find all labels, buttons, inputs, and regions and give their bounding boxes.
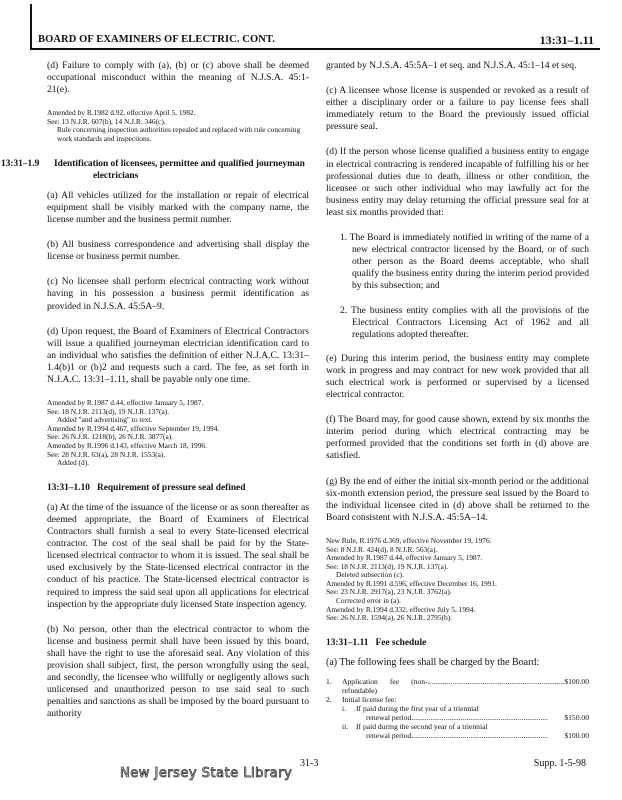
fee-subitem-ii [326,722,589,731]
fee-label: If paid during the first year of a triennial [356,704,479,714]
note-line: Deleted subsection (c). [336,570,404,580]
note-line: See: 18 N.J.R. 2113(d), 19 N.J.R. 137(a). [326,561,449,571]
paragraph-f: (f) The Board may, for good cause shown, extend by six months the interim period during which electrical contracting may be performed provided that the conditions set forth in (d) above are satisfied. [326,414,589,462]
note-line: Amended by R.1991 d.596, effective December 16, 1991. [326,578,498,588]
paragraph-1-11-a: (a) The following fees shall be charged by the Board: [326,656,540,668]
paragraph-g: (g) By the end of either the initial six-month period or the additional six-month extension period, the pressure seal issued by the Board to the individual licensee cited in (d) above shall be returned to the Board consistent with N.J.S.A. 45:5A–14. [326,475,589,523]
numbered-item-1: 1. The Board is immediately notified in writing of the name of a new electrical contractor licensed by the Board, or of such other person as the Board deems acceptable, who shall qualify the business entity during the interim period provided by this subsection; and [340,232,589,292]
note-line: See: 13 N.J.R. 607(b), 14 N.J.R. 346(c). [47,116,166,126]
paragraph-c: (c) A licensee whose license is suspended or revoked as a result of either a disciplinary order or a failure to pay license fees shall immediately return to the Board the previously issued official pressure seal. [326,85,589,133]
fee-amount: $150.00 [564,713,589,723]
header-rule [32,48,600,50]
note-line: Added "and advertising" to text. [57,415,153,425]
paragraph-d: (d) Failure to comply with (a), (b) or (c) above shall be deemed occupational misconduct within the meaning of N.J.S.A. 45:1-21(e). [47,60,309,96]
margin-rule [30,4,32,50]
paragraph-1-10-a: (a) At the time of the issuance of the license or as soon thereafter as deemed appropriate, the Board of Examiners of Electrical Contractors shall furnish a seal to every State-licensed electrical contractor. The cost of the seal shall be paid for by the State-licensed electrical contractor to whom it is issued. The seal shall be used exclusively by the State-licensed electrical contractor in the conduct of his practice. The State-licensed electrical contractor is required to impress the said seal upon all applications for electrical inspection by the appropriate duly licensed State inspection agency. [47,501,309,610]
fee-schedule [326,677,589,740]
fee-label: If paid during the second year of a triennial [356,722,488,732]
fee-subitem-ii-cont [326,731,589,740]
section-heading-1-9: 13:31–1.9 Identification of licensees, permittee and qualified journeyman electricians [1,158,305,181]
section-heading-1-11 [326,637,589,649]
fee-label: Application fee (non-refundable) [342,677,428,696]
paragraph-1-9-a: (a) All vehicles utilized for the installation or repair of electrical equipment shall be visibly marked with the company name, the license number and the business permit number. [47,189,309,226]
history-note-2 [47,399,309,468]
note-line: Added (d). [57,458,90,468]
paragraph-d: (d) If the person whose license qualified a business entity to engage in electrical contracting is rendered incapable of fulfilling his or her professional duties due to death, illness or other condition, the licensee or such other individual who may lawfully act for the business entity may delay returning the official pressure seal for at least six months provided that: [326,146,589,218]
running-header-title: BOARD OF EXAMINERS OF ELECTRIC. CONT. [38,34,275,45]
note-line: See: 18 N.J.R. 2113(d), 19 N.J.R. 137(a). [47,406,170,416]
fee-leader: ........................................................................ [411,731,549,741]
fee-number: ii. [342,722,349,732]
paragraph-continued: granted by N.J.S.A. 45:5A–1 et seq. and N.J.S.A. 45:1–14 et seq. [326,60,577,71]
note-line: Amended by R.1987 d.44, effective January 5, 1987. [47,398,204,408]
paragraph-1-10-b: (b) No person, other than the electrical contractor to whom the license and business permit shall have been issued by this board, shall have the right to use the aforesaid seal. Any violation of this provision shall subject, first, the person wrongfully using the seal, and secondly, the licensee who willfully or negligently allows such unlicensed and unauthorized person to use said seal to such penalties and sanctions as shall be imposed by the board pursuant to authority [47,623,309,720]
fee-number: 1. [326,677,332,687]
note-line: See: 28 N.J.R. 63(a), 28 N.J.R. 1553(a). [47,449,166,459]
numbered-item-2: 2. The business entity complies with all the provisions of the Electrical Contractors Licensing Act of 1962 and all regulations adopted thereafter. [340,304,589,340]
section-number: 13:31–1.11 [326,637,369,648]
note-line: See: 8 N.J.R. 424(d), 8 N.J.R. 563(a). [326,544,438,554]
page-number: 31-3 [300,758,319,769]
note-line: Rule concerning inspection authorities repealed and replaced with rule concerning work standards and inspections. [57,125,301,144]
history-note-3 [326,537,589,623]
note-line: Amended by R.1987 d.44, effective January 5, 1987. [326,553,483,563]
note-line: Amended by R.1994 d.332, effective July 5, 1994. [326,604,476,614]
running-header-section: 13:31–1.11 [539,33,594,47]
fee-number: i. [342,704,347,714]
library-watermark: New Jersey State Library [120,766,293,781]
section-title: Fee schedule [375,637,427,648]
paragraph-1-9-b: (b) All business correspondence and advertising shall display the license or business permit number. [47,239,309,263]
fee-label: renewal period [366,713,412,723]
right-column [326,60,589,740]
fee-item-2 [326,695,589,704]
paragraph-1-9-c: (c) No licensee shall perform electrical contracting work without having in his possession a business permit identification as provided in N.J.S.A. 45:5A–9. [47,276,309,312]
note-line: See: 26 N.J.R. 1594(a), 26 N.J.R. 2795(b). [326,613,453,623]
note-line: Amended by R.1994 d.467, effective September 19, 1994. [47,423,220,433]
fee-leader: ........................................................................ [411,713,549,723]
paragraph-e: (e) During this interim period, the business entity may complete work in progress and may contract for new work provided that all such electrical work is performed or supervised by a licensed electrical contractor. [326,352,589,401]
section-heading-1-10 [47,482,309,494]
fee-label: renewal period [366,731,412,741]
section-title: Identification of licensees, permittee and qualified journeyman electricians [54,158,305,181]
note-line: See: 26 N.J.R. 1218(b), 26 N.J.R. 3877(a). [47,432,174,442]
fee-number: 2. [326,695,332,705]
note-line: New Rule, R.1976 d.369, effective November 19, 1976. [326,535,492,545]
note-line: Amended by R.1982 d.92, effective April 5, 1982. [47,108,196,118]
note-line: Corrected error in (a). [336,596,401,606]
history-note-1 [47,109,309,143]
section-number: 13:31–1.10 [47,482,90,493]
fee-amount: $100.00 [564,731,589,741]
supplement-date: Supp. 1-5-98 [533,758,586,769]
left-column [1,60,309,734]
fee-leader: ........................................................................ [427,677,565,687]
fee-subitem-i-cont [326,713,589,722]
fee-subitem-i [326,704,589,713]
fee-amount: $100.00 [564,677,589,687]
fee-label: Initial license fee: [342,695,397,705]
section-title: Requirement of pressure seal defined [97,482,246,493]
note-line: Amended by R.1996 d.143, effective March 18, 1996. [47,441,207,451]
paragraph-1-9-d: (d) Upon request, the Board of Examiners of Electrical Contractors will issue a qualified journeyman electrician identification card to an individual who satisfies the definition of either N.J.A.C. 13:31–1.4(b)1 or (b)2 and requests such a card. The fee, as set forth in N.J.A.C. 13:31–1.11, shall be payable only one time. [47,325,309,385]
fee-item-1 [326,677,589,695]
note-line: See: 23 N.J.R. 2917(a), 23 N.J.R. 3762(a). [326,587,452,597]
